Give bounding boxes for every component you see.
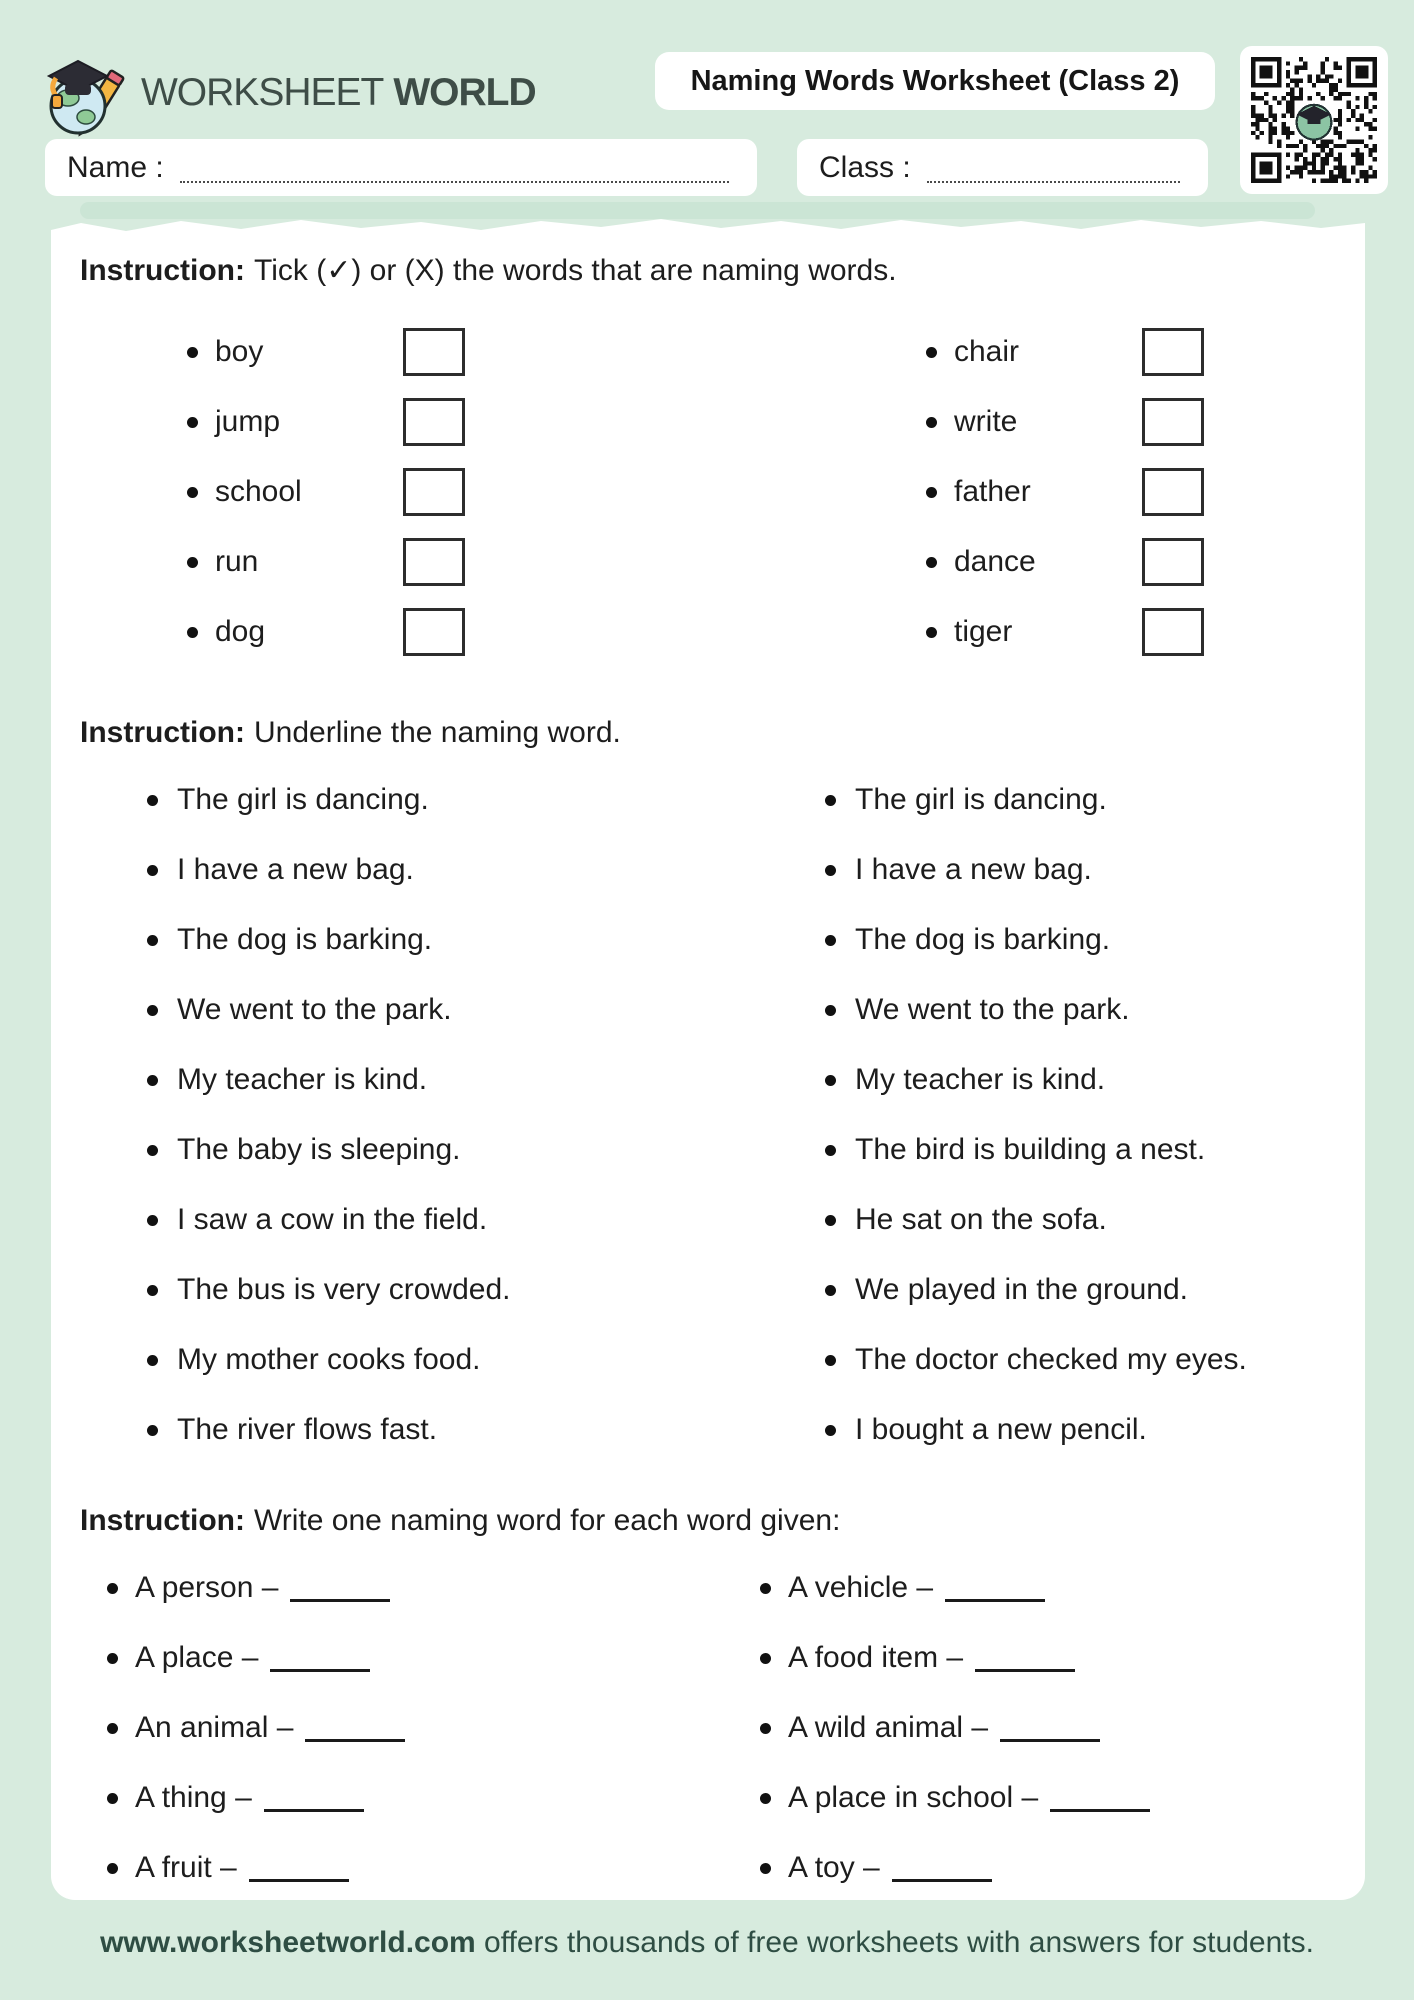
sentence-row: [147, 905, 510, 975]
tick-word-label: dog: [215, 615, 266, 648]
tick-word-label: run: [215, 545, 259, 578]
bullet-icon: [107, 1863, 118, 1874]
tick-word-label: tiger: [954, 615, 1013, 648]
name-write-line[interactable]: [180, 180, 729, 183]
tick-checkbox[interactable]: [403, 398, 465, 446]
tick-checkbox[interactable]: [1142, 328, 1204, 376]
write-prompt-row: [107, 1763, 405, 1833]
bullet-icon: [147, 1145, 158, 1156]
instruction-underline-text: Underline the naming word.: [254, 716, 621, 749]
sentence-text[interactable]: I saw a cow in the field.: [177, 1203, 488, 1236]
footer-tagline: offers thousands of free worksheets with answers for students.: [475, 1926, 1314, 1959]
tick-word-label: school: [215, 475, 302, 508]
write-prompt-row: [107, 1833, 405, 1903]
bullet-icon: [147, 935, 158, 946]
sentence-row: [825, 835, 1247, 905]
sentence-row: [147, 765, 510, 835]
answer-blank-line[interactable]: [892, 1855, 992, 1882]
answer-blank-line[interactable]: [270, 1645, 370, 1672]
write-prompt-row: [760, 1553, 1150, 1623]
write-prompts-column-left: [107, 1553, 405, 1903]
tick-word-label: boy: [215, 335, 264, 368]
bullet-icon: [825, 1215, 836, 1226]
write-prompt-row: [760, 1763, 1150, 1833]
bullet-icon: [825, 1425, 836, 1436]
tick-words-column-left: [187, 317, 517, 667]
qr-code-graphic: [1251, 57, 1377, 183]
class-label: Class :: [819, 150, 911, 184]
sentence-text[interactable]: My mother cooks food.: [177, 1343, 481, 1376]
tick-word-row: [187, 597, 517, 667]
tick-checkbox[interactable]: [403, 328, 465, 376]
worksheet-title: Naming Words Worksheet (Class 2): [655, 52, 1215, 110]
write-prompt-row: [107, 1553, 405, 1623]
tick-word-row: [187, 527, 517, 597]
bullet-icon: [147, 1355, 158, 1366]
write-prompt-label: A wild animal –: [788, 1711, 989, 1744]
tick-checkbox[interactable]: [1142, 538, 1204, 586]
instruction-write-text: Write one naming word for each word given:: [254, 1504, 841, 1537]
worksheet-world-logo-icon: [45, 46, 125, 140]
write-prompt-row: [107, 1623, 405, 1693]
write-prompt-row: [760, 1833, 1150, 1903]
bullet-icon: [107, 1723, 118, 1734]
answer-blank-line[interactable]: [1000, 1715, 1100, 1742]
sentence-text[interactable]: We went to the park.: [177, 993, 452, 1026]
tick-checkbox[interactable]: [1142, 608, 1204, 656]
sentence-text[interactable]: We played in the ground.: [855, 1273, 1189, 1306]
write-prompt-label: A thing –: [135, 1781, 252, 1814]
bullet-icon: [760, 1723, 771, 1734]
write-prompt-label: A person –: [135, 1571, 279, 1604]
sentence-row: [147, 1395, 510, 1465]
bullet-icon: [760, 1653, 771, 1664]
sentence-text[interactable]: The bus is very crowded.: [177, 1273, 511, 1306]
sentence-row: [825, 905, 1247, 975]
bullet-icon: [187, 417, 198, 428]
tick-word-label: chair: [954, 335, 1020, 368]
write-prompt-label: A place in school –: [788, 1781, 1039, 1814]
tick-word-label: jump: [215, 405, 281, 438]
answer-blank-line[interactable]: [1050, 1785, 1150, 1812]
tick-word-row: [187, 387, 517, 457]
sentence-row: [825, 1325, 1247, 1395]
sentence-text[interactable]: I have a new bag.: [177, 853, 414, 886]
sentence-row: [825, 975, 1247, 1045]
sentences-column-left: [147, 765, 510, 1465]
write-prompt-row: [760, 1623, 1150, 1693]
sentence-row: [825, 1115, 1247, 1185]
sentence-row: [147, 975, 510, 1045]
tick-word-row: [926, 317, 1256, 387]
sentence-text[interactable]: The bird is building a nest.: [855, 1133, 1206, 1166]
write-prompt-label: A food item –: [788, 1641, 964, 1674]
tick-word-label: dance: [954, 545, 1036, 578]
write-prompt-label: A place –: [135, 1641, 259, 1674]
instruction-tick: [80, 253, 897, 289]
bullet-icon: [760, 1583, 771, 1594]
sentence-text[interactable]: The girl is dancing.: [855, 783, 1107, 816]
class-write-line[interactable]: [927, 180, 1180, 183]
tick-word-row: [926, 457, 1256, 527]
sentence-text[interactable]: The river flows fast.: [177, 1413, 438, 1446]
write-prompt-row: [760, 1693, 1150, 1763]
tick-word-row: [926, 597, 1256, 667]
write-prompts-column-right: [760, 1553, 1150, 1903]
sentence-row: [147, 835, 510, 905]
sentence-text[interactable]: I have a new bag.: [855, 853, 1092, 886]
tick-word-row: [926, 527, 1256, 597]
tick-word-row: [926, 387, 1256, 457]
sentence-row: [147, 1255, 510, 1325]
sentence-row: [825, 765, 1247, 835]
bullet-icon: [147, 1285, 158, 1296]
bullet-icon: [107, 1793, 118, 1804]
bullet-icon: [147, 1005, 158, 1016]
sentence-text[interactable]: My teacher is kind.: [855, 1063, 1106, 1096]
sentence-text[interactable]: The dog is barking.: [177, 923, 433, 956]
bullet-icon: [825, 1285, 836, 1296]
bullet-icon: [825, 935, 836, 946]
brand-word-world: WORLD: [393, 71, 536, 114]
bullet-icon: [926, 557, 937, 568]
instruction-write: [80, 1503, 840, 1539]
sentence-row: [825, 1255, 1247, 1325]
torn-paper-edge: [51, 214, 1365, 242]
bullet-icon: [187, 487, 198, 498]
tick-checkbox[interactable]: [403, 468, 465, 516]
bullet-icon: [147, 1425, 158, 1436]
sentence-text[interactable]: I bought a new pencil.: [855, 1413, 1147, 1446]
sentence-row: [825, 1185, 1247, 1255]
write-prompt-label: An animal –: [135, 1711, 294, 1744]
bullet-icon: [825, 1005, 836, 1016]
bullet-icon: [147, 1215, 158, 1226]
sentence-row: [147, 1185, 510, 1255]
sentences-column-right: [825, 765, 1247, 1465]
bullet-icon: [147, 795, 158, 806]
bullet-icon: [147, 865, 158, 876]
sentence-text[interactable]: My teacher is kind.: [177, 1063, 428, 1096]
sentence-row: [147, 1045, 510, 1115]
answer-blank-line[interactable]: [305, 1715, 405, 1742]
brand-logo-group: [45, 46, 536, 140]
write-prompt-label: A vehicle –: [788, 1571, 934, 1604]
bullet-icon: [187, 347, 198, 358]
answer-blank-line[interactable]: [290, 1575, 390, 1602]
bullet-icon: [926, 347, 937, 358]
sentence-text[interactable]: He sat on the sofa.: [855, 1203, 1107, 1236]
answer-blank-line[interactable]: [249, 1855, 349, 1882]
qr-code: [1240, 46, 1388, 194]
tick-word-label: father: [954, 475, 1031, 508]
bullet-icon: [825, 1145, 836, 1156]
sentence-text[interactable]: The girl is dancing.: [177, 783, 429, 816]
sentence-text[interactable]: The doctor checked my eyes.: [855, 1343, 1247, 1376]
brand-wordmark: [141, 71, 536, 115]
write-prompt-row: [107, 1693, 405, 1763]
bullet-icon: [825, 865, 836, 876]
sentence-row: [147, 1115, 510, 1185]
name-field: [45, 139, 757, 196]
bullet-icon: [187, 627, 198, 638]
footer: [0, 1926, 1414, 1960]
name-label: Name :: [67, 150, 164, 184]
brand-word-worksheet: WORKSHEET: [141, 71, 384, 114]
sentence-row: [147, 1325, 510, 1395]
sentence-text[interactable]: The dog is barking.: [855, 923, 1111, 956]
bullet-icon: [107, 1583, 118, 1594]
bullet-icon: [825, 795, 836, 806]
instruction-underline: [80, 715, 621, 751]
sentence-row: [825, 1045, 1247, 1115]
instruction-underline-prefix: Instruction:: [80, 716, 245, 749]
tick-word-row: [187, 457, 517, 527]
bullet-icon: [760, 1793, 771, 1804]
answer-blank-line[interactable]: [975, 1645, 1075, 1672]
bullet-icon: [147, 1075, 158, 1086]
write-prompt-label: A fruit –: [135, 1851, 237, 1884]
bullet-icon: [825, 1075, 836, 1086]
answer-blank-line[interactable]: [945, 1575, 1045, 1602]
answer-blank-line[interactable]: [264, 1785, 364, 1812]
tick-checkbox[interactable]: [1142, 468, 1204, 516]
instruction-write-prefix: Instruction:: [80, 1504, 245, 1537]
instruction-tick-text: Tick (✓) or (X) the words that are naming words.: [254, 254, 897, 287]
write-prompt-label: A toy –: [788, 1851, 880, 1884]
tick-checkbox[interactable]: [1142, 398, 1204, 446]
tick-checkbox[interactable]: [403, 608, 465, 656]
worksheet-body-card: [51, 240, 1365, 1900]
bullet-icon: [760, 1863, 771, 1874]
bullet-icon: [926, 417, 937, 428]
class-field: [797, 139, 1208, 196]
sentence-row: [825, 1395, 1247, 1465]
tick-checkbox[interactable]: [403, 538, 465, 586]
bullet-icon: [107, 1653, 118, 1664]
bullet-icon: [926, 487, 937, 498]
sentence-text[interactable]: We went to the park.: [855, 993, 1130, 1026]
bullet-icon: [187, 557, 198, 568]
tick-word-label: write: [954, 405, 1018, 438]
tick-word-row: [187, 317, 517, 387]
bullet-icon: [825, 1355, 836, 1366]
sentence-text[interactable]: The baby is sleeping.: [177, 1133, 461, 1166]
bullet-icon: [926, 627, 937, 638]
tick-words-column-right: [926, 317, 1256, 667]
footer-website-link[interactable]: www.worksheetworld.com: [100, 1926, 476, 1959]
instruction-tick-prefix: Instruction:: [80, 254, 245, 287]
